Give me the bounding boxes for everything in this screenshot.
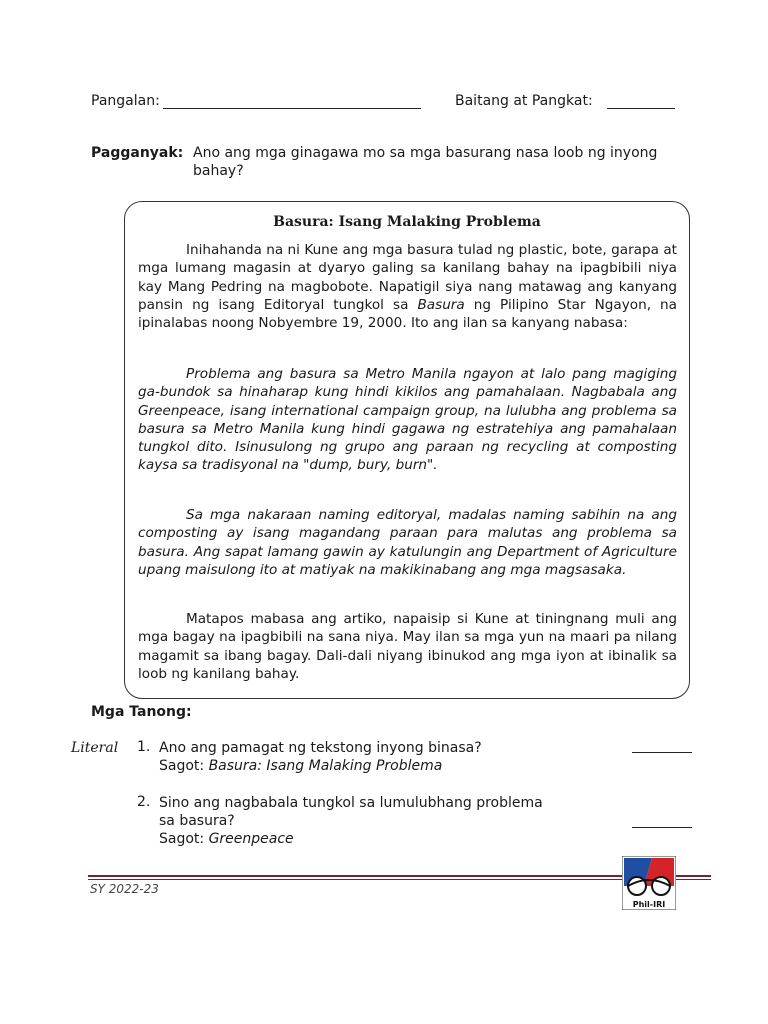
school-year: SY 2022-23 [90,882,159,896]
question-2-number: 2. [137,794,151,810]
story-title: Basura: Isang Malaking Problema [273,214,541,230]
question-1-score-line[interactable] [632,751,692,753]
question-1-answer-label: Sagot: [159,758,205,774]
motivation-line-1: Ano ang mga ginagawa mo sa mga basurang nasa loob ng inyong [193,145,658,161]
literal-level-label: Literal [71,740,119,756]
grade-section-label: Baitang at Pangkat: [455,93,593,109]
header-row [91,92,681,112]
question-1-number: 1. [137,739,151,755]
phil-iri-logo-icon [622,856,676,910]
question-2-score-line[interactable] [632,826,692,828]
para-1-text-a: Inihahanda na ni Kune ang mga basura tulad ng plastic, bote, garapa at mga lumang magasin at dyaryo galing sa kanilang bahay na ipagbibili niya kay Mang Pedring na magbobote. Napatigil siya nang matawag ang kanyang pansin ng isang Editoryal tungkol sa [138,242,677,313]
para-1-text-b: ng Pilipino Star Ngayon, na ipinalabas noong Nobyembre 19, 2000. Ito ang ilan sa kanyang nabasa: [138,296,678,332]
grade-section-field[interactable] [607,94,675,109]
question-2-text-line-1: Sino ang nagbabala tungkol sa lumulubhang problema [159,795,543,811]
question-2-answer-label: Sagot: [159,831,205,847]
name-label: Pangalan: [91,93,160,109]
question-2-answer-row [159,830,294,848]
footer-divider-thin [88,879,711,880]
question-1-answer-row [159,757,442,775]
story-paragraph-4: Matapos mabasa ang artiko, napaisip si Kune at tiningnang muli ang mga bagay na ipagbibili na sana niya. May ilan sa mga yun na maari pa nilang magamit sa ibang bagay. Dali-dali niyang ibinukod ang mga iyon at ibinalik sa loob ng kanilang bahay. [138,611,677,682]
story-paragraph-2: Problema ang basura sa Metro Manila ngayon at lalo pang magiging ga-bundok sa hinaharap kung hindi kikilos ang pamahalaan. Nagbabala ang Greenpeace, isang international campaign group, na lulubha ang problema sa basura sa Metro Manila kung hindi gagawa ng estratehiya ang pamahalaan tungkol dito. Isinusulong ng grupo ang paraan ng recycling at composting kaysa sa tradisyonal na "dump, bury, burn". [138,366,677,474]
question-2-text-line-2: sa basura? [159,813,235,829]
motivation-label: Pagganyak: [91,145,184,161]
question-1-answer: Basura: Isang Malaking Problema [208,758,443,774]
story-box [124,201,690,699]
logo-text: Phil-IRI [632,900,666,909]
footer-divider [88,875,711,877]
motivation-question [193,144,683,180]
story-paragraph-3: Sa mga nakaraan naming editoryal, madalas naming sabihin na ang composting ay isang magandang paraan para malutas ang problema sa basura. Ang sapat lamang gawin ay katulungin ang Department of Agriculture upang maisulong ito at matiyak na makikinabang ang mga magsasaka. [138,507,677,578]
motivation-line-2: bahay? [193,163,244,179]
para-1-italic: Basura [417,296,465,313]
questions-heading: Mga Tanong: [91,704,192,720]
question-1-text: Ano ang pamagat ng tekstong inyong binasa? [159,740,482,756]
story-paragraph-1 [138,241,677,332]
question-2-answer: Greenpeace [208,831,294,847]
phil-iri-logo [622,856,676,910]
name-field[interactable] [163,94,421,109]
